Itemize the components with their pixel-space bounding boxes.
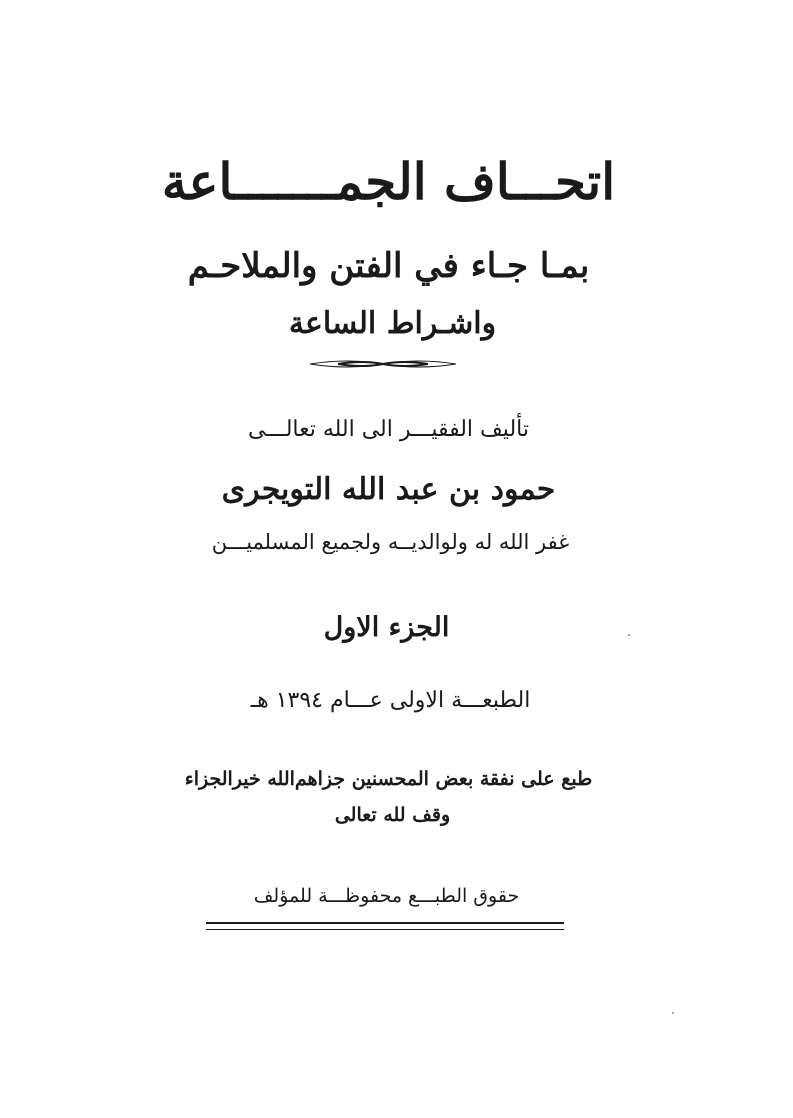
book-subtitle-line-2: واشـراط الساعة: [288, 306, 497, 341]
paper-speck: [628, 634, 630, 636]
book-title: اتحـــاف الجمـــــــاعة: [161, 152, 616, 211]
sponsor-line-2: وقف لله تعالى: [334, 804, 451, 826]
edition-line: الطبعـــة الاولى عـــام ١٣٩٤ هـ: [250, 688, 531, 713]
ornament-divider-icon: [308, 354, 458, 374]
paper-speck: [672, 1012, 674, 1014]
copyright-notice: حقوق الطبـــع محفوظـــة للمؤلف: [253, 885, 520, 907]
authored-by-line: تأليف الفقيـــر الى الله تعالـــى: [248, 417, 529, 442]
double-rule-top: [206, 922, 564, 924]
double-rule-bottom: [206, 929, 564, 930]
author-prayer-line: غفر الله له ولوالديــه ولجميع المسلميـــن: [211, 530, 570, 554]
volume-label: الجزء الاول: [323, 612, 450, 643]
author-name: حمود بن عبد الله التويجرى: [221, 472, 556, 507]
sponsor-line-1: طبع على نفقة بعض المحسنين جزاهم‌الله خيرالجزاء: [184, 768, 593, 790]
book-subtitle-line-1: بمـا جـاء في الفتن والملاحـم: [187, 246, 590, 286]
